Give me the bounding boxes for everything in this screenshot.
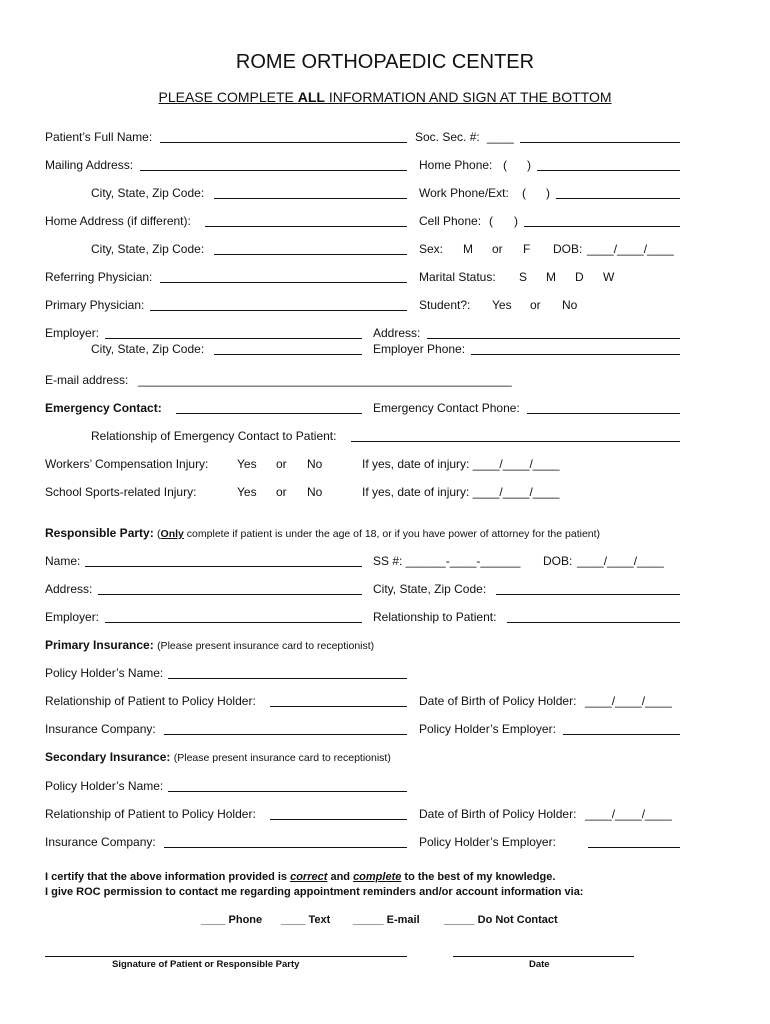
email-field[interactable]: ________________________________________________________ (138, 373, 512, 387)
school-sports-or: or (276, 485, 287, 499)
home-phone-field[interactable] (537, 170, 680, 171)
secondary-relationship-field[interactable] (270, 819, 407, 820)
responsible-address-label: Address: (45, 582, 93, 596)
home-address-field[interactable] (205, 226, 407, 227)
sex-option-m[interactable]: M (463, 242, 473, 256)
emergency-contact-label: Emergency Contact: (45, 401, 162, 415)
primary-holder-name-field[interactable] (168, 678, 407, 679)
student-label: Student?: (419, 298, 471, 312)
marital-status-label: Marital Status: (419, 270, 496, 284)
employer-address-field[interactable] (427, 338, 680, 339)
employer-address-label: Address: (373, 326, 421, 340)
employer-phone-field[interactable] (471, 354, 680, 355)
primary-holder-dob-field[interactable]: ____/____/____ (585, 694, 672, 708)
secondary-holder-employer-label: Policy Holder’s Employer: (419, 835, 556, 849)
ssn-label: Soc. Sec. #: (415, 130, 480, 144)
contact-permission-statement: I give ROC permission to contact me regarding appointment reminders and/or account information via: (45, 886, 584, 898)
primary-holder-name-label: Policy Holder’s Name: (45, 666, 164, 680)
cell-phone-field[interactable] (524, 226, 680, 227)
responsible-relationship-label: Relationship to Patient: (373, 610, 497, 624)
responsible-relationship-field[interactable] (507, 622, 680, 623)
form-title: ROME ORTHOPAEDIC CENTER (235, 51, 535, 73)
school-sports-yes[interactable]: Yes (237, 485, 257, 499)
workers-comp-no[interactable]: No (307, 457, 323, 471)
form-instructions: PLEASE COMPLETE ALL INFORMATION AND SIGN AT THE BOTTOM (158, 89, 612, 105)
student-or: or (530, 298, 541, 312)
primary-company-label: Insurance Company: (45, 722, 156, 736)
work-phone-field[interactable] (556, 198, 680, 199)
patient-name-field[interactable] (160, 142, 407, 143)
patient-name-label: Patient’s Full Name: (45, 130, 153, 144)
home-phone-paren-open: ( (503, 158, 507, 172)
workers-comp-injury-date[interactable]: If yes, date of injury: ____/____/____ (362, 457, 560, 471)
work-phone-label: Work Phone/Ext: (419, 186, 509, 200)
primary-relationship-field[interactable] (270, 706, 407, 707)
primary-holder-employer-field[interactable] (563, 734, 680, 735)
dob-field[interactable]: ____/____/____ (587, 242, 674, 256)
work-phone-paren-close: ) (546, 186, 550, 200)
signature-field[interactable] (45, 956, 407, 957)
secondary-holder-name-field[interactable] (168, 791, 407, 792)
workers-comp-label: Workers’ Compensation Injury: (45, 457, 209, 471)
student-option-no[interactable]: No (562, 298, 578, 312)
emergency-relationship-label: Relationship of Emergency Contact to Patient: (91, 429, 337, 443)
contact-option-email[interactable]: _____ E-mail (353, 914, 420, 926)
certify-statement: I certify that the above information provided is correct and complete to the best of my knowledge. (45, 871, 556, 883)
secondary-holder-dob-label: Date of Birth of Policy Holder: (419, 807, 577, 821)
school-sports-label: School Sports-related Injury: (45, 485, 197, 499)
primary-relationship-label: Relationship of Patient to Policy Holder: (45, 694, 256, 708)
contact-option-do-not-contact[interactable]: _____ Do Not Contact (444, 914, 558, 926)
contact-option-phone[interactable]: ____ Phone (201, 914, 263, 926)
marital-option-m[interactable]: M (546, 270, 556, 284)
secondary-holder-employer-field[interactable] (588, 847, 680, 848)
secondary-company-field[interactable] (164, 847, 407, 848)
primary-physician-field[interactable] (150, 310, 407, 311)
responsible-ss-field[interactable]: SS #: ______-____-______ (373, 554, 521, 568)
email-label: E-mail address: (45, 373, 129, 387)
employer-city-field[interactable] (214, 354, 362, 355)
responsible-party-heading: Responsible Party: (Only complete if patient is under the age of 18, or if you have power of attorney for the patient) (45, 526, 601, 540)
referring-physician-field[interactable] (160, 282, 407, 283)
secondary-relationship-label: Relationship of Patient to Policy Holder: (45, 807, 256, 821)
responsible-employer-label: Employer: (45, 610, 100, 624)
emergency-phone-label: Emergency Contact Phone: (373, 401, 520, 415)
school-sports-injury-date[interactable]: If yes, date of injury: ____/____/____ (362, 485, 560, 499)
secondary-insurance-heading: Secondary Insurance: (Please present insurance card to receptionist) (45, 750, 391, 764)
sex-label: Sex: (419, 242, 444, 256)
signature-date-field[interactable] (453, 956, 634, 957)
secondary-holder-dob-field[interactable]: ____/____/____ (585, 807, 672, 821)
home-city-label: City, State, Zip Code: (91, 242, 205, 256)
primary-holder-dob-label: Date of Birth of Policy Holder: (419, 694, 577, 708)
cell-phone-paren-close: ) (514, 214, 518, 228)
cell-phone-paren-open: ( (489, 214, 493, 228)
sex-or: or (492, 242, 503, 256)
workers-comp-yes[interactable]: Yes (237, 457, 257, 471)
home-phone-label: Home Phone: (419, 158, 493, 172)
marital-option-s[interactable]: S (519, 270, 528, 284)
secondary-holder-name-label: Policy Holder’s Name: (45, 779, 164, 793)
sex-option-f[interactable]: F (523, 242, 531, 256)
responsible-dob-label: DOB: (543, 554, 573, 568)
responsible-address-field[interactable] (98, 594, 362, 595)
home-city-field[interactable] (214, 254, 407, 255)
mailing-address-label: Mailing Address: (45, 158, 134, 172)
school-sports-no[interactable]: No (307, 485, 323, 499)
emergency-contact-field[interactable] (176, 413, 362, 414)
cell-phone-label: Cell Phone: (419, 214, 482, 228)
secondary-company-label: Insurance Company: (45, 835, 156, 849)
responsible-employer-field[interactable] (105, 622, 362, 623)
primary-holder-employer-label: Policy Holder’s Employer: (419, 722, 556, 736)
employer-field[interactable] (105, 338, 362, 339)
contact-option-text[interactable]: ____ Text (281, 914, 331, 926)
ssn-blank: ____ (487, 130, 514, 144)
primary-company-field[interactable] (164, 734, 407, 735)
primary-physician-label: Primary Physician: (45, 298, 145, 312)
student-option-yes[interactable]: Yes (492, 298, 512, 312)
work-phone-paren-open: ( (522, 186, 526, 200)
responsible-dob-field[interactable]: ____/____/____ (577, 554, 664, 568)
responsible-city-label: City, State, Zip Code: (373, 582, 487, 596)
home-phone-paren-close: ) (527, 158, 531, 172)
marital-option-w[interactable]: W (603, 270, 615, 284)
primary-insurance-heading: Primary Insurance: (Please present insurance card to receptionist) (45, 638, 375, 652)
marital-option-d[interactable]: D (575, 270, 584, 284)
emergency-phone-field[interactable] (527, 413, 680, 414)
responsible-city-field[interactable] (496, 594, 680, 595)
signature-date-label: Date (529, 959, 550, 970)
home-address-label: Home Address (if different): (45, 214, 191, 228)
mailing-city-label: City, State, Zip Code: (91, 186, 205, 200)
ssn-field[interactable] (520, 142, 680, 143)
signature-label: Signature of Patient or Responsible Party (112, 959, 300, 970)
referring-physician-label: Referring Physician: (45, 270, 153, 284)
mailing-address-field[interactable] (140, 170, 407, 171)
emergency-relationship-field[interactable] (351, 441, 680, 442)
workers-comp-or: or (276, 457, 287, 471)
responsible-name-field[interactable] (85, 566, 362, 567)
employer-city-label: City, State, Zip Code: (91, 342, 205, 356)
employer-phone-label: Employer Phone: (373, 342, 466, 356)
responsible-name-label: Name: (45, 554, 81, 568)
dob-label: DOB: (553, 242, 583, 256)
mailing-city-field[interactable] (214, 198, 407, 199)
employer-label: Employer: (45, 326, 100, 340)
